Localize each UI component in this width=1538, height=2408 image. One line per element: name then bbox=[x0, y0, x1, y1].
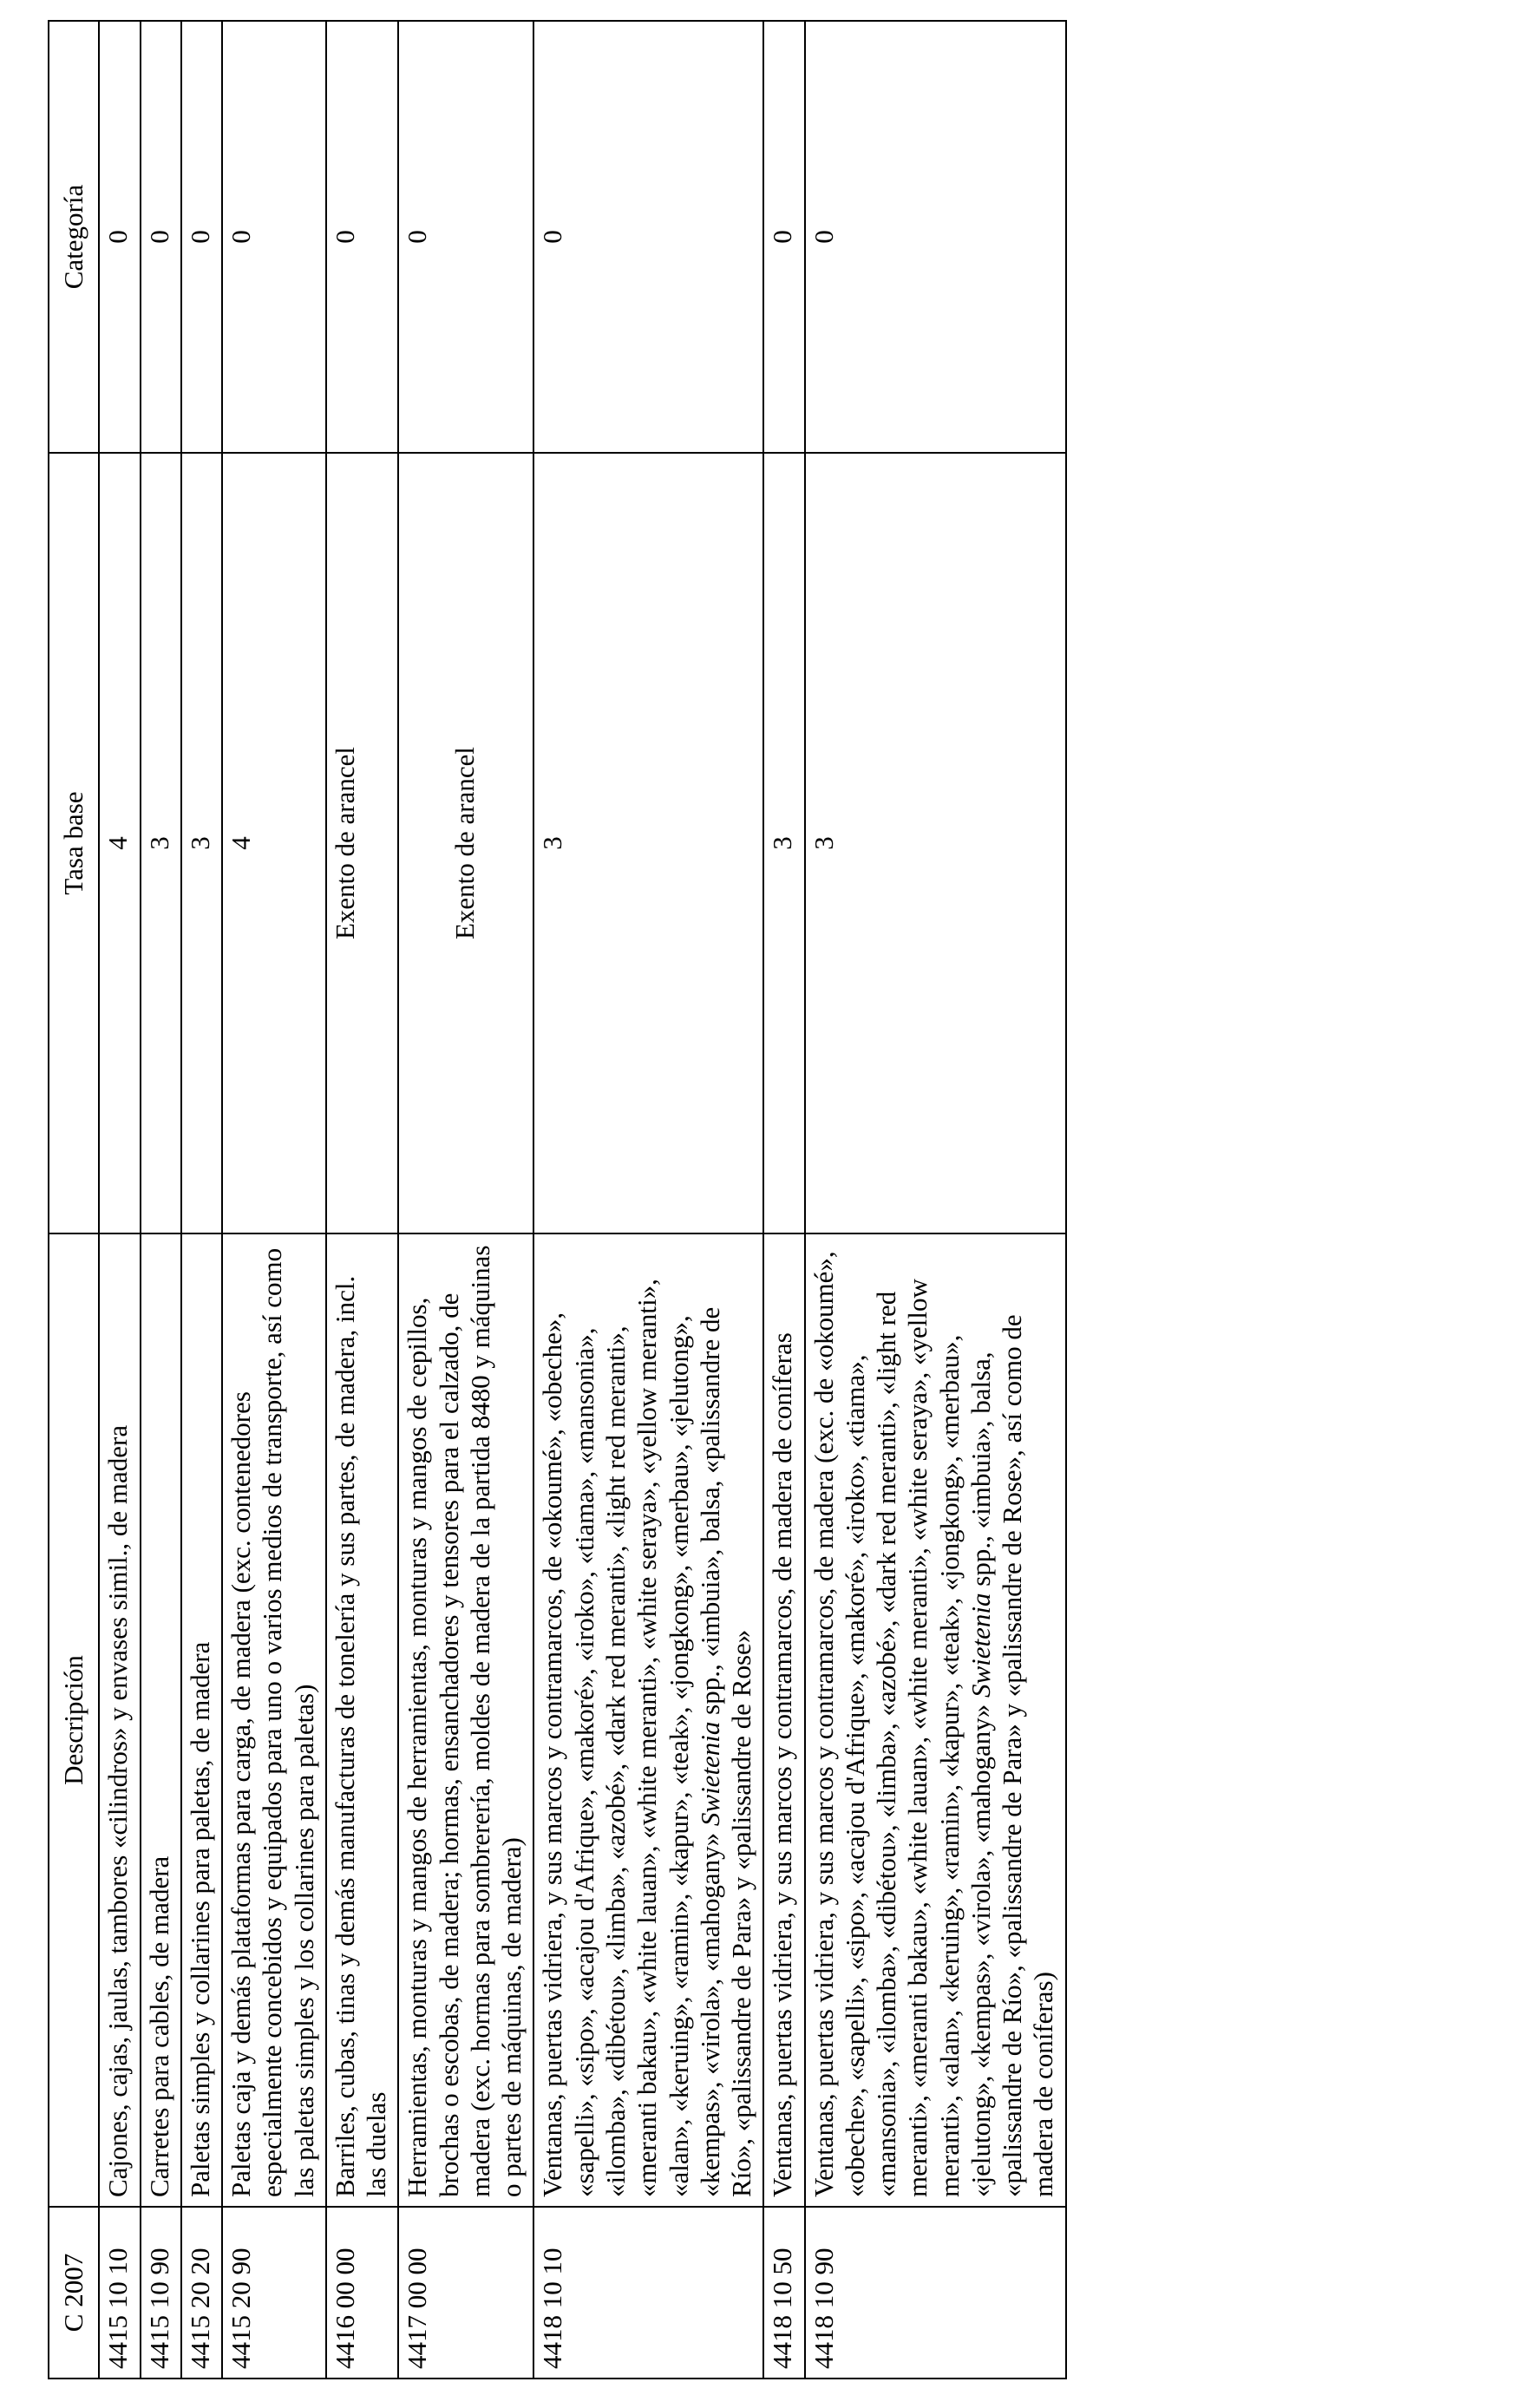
cell-base-rate: 4 bbox=[222, 453, 326, 1233]
cell-code: 4416 00 00 bbox=[326, 2207, 399, 2379]
cell-category: 0 bbox=[533, 21, 763, 453]
header-base-rate: Tasa base bbox=[49, 453, 99, 1233]
rotated-page bbox=[48, 22, 1059, 2379]
header-code: C 2007 bbox=[49, 2207, 99, 2379]
cell-code: 4418 10 90 bbox=[805, 2207, 1066, 2379]
cell-code: 4415 10 10 bbox=[99, 2207, 140, 2379]
cell-code: 4415 10 90 bbox=[141, 2207, 181, 2379]
description-after-italic: spp., «imbuia», balsa, «palissandre de Río», «palissandre de Para» y «palissandre de Rose» bbox=[694, 1306, 757, 2197]
description-after-italic: spp., «imbuia», balsa, «palissandre de Río», «palissandre de Para» y «palissandre de Rose», así como de madera de coníferas) bbox=[965, 1314, 1059, 2197]
cell-code: 4418 10 50 bbox=[763, 2207, 804, 2379]
cell-description bbox=[533, 1233, 763, 2207]
table-row bbox=[222, 21, 326, 2379]
cell-code: 4415 20 20 bbox=[181, 2207, 222, 2379]
table-row bbox=[805, 21, 1066, 2379]
table-body bbox=[99, 21, 1065, 2379]
cell-category: 0 bbox=[222, 21, 326, 453]
cell-description: Barriles, cubas, tinas y demás manufacturas de tonelería y sus partes, de madera, incl. las duelas bbox=[326, 1233, 399, 2207]
table-row bbox=[763, 21, 804, 2379]
cell-code: 4415 20 90 bbox=[222, 2207, 326, 2379]
table-row bbox=[326, 21, 399, 2379]
description-text bbox=[537, 1279, 756, 2197]
cell-base-rate: 3 bbox=[181, 453, 222, 1233]
table-row bbox=[398, 21, 533, 2379]
cell-category: 0 bbox=[805, 21, 1066, 453]
cell-category: 0 bbox=[398, 21, 533, 453]
cell-base-rate: 4 bbox=[99, 453, 140, 1233]
table-row bbox=[181, 21, 222, 2379]
description-italic: Swietenia bbox=[694, 1721, 725, 1827]
cell-category: 0 bbox=[99, 21, 140, 453]
cell-description: Ventanas, puertas vidriera, y sus marcos y contramarcos, de madera de coníferas bbox=[763, 1233, 804, 2207]
cell-base-rate: 3 bbox=[763, 453, 804, 1233]
tariff-table bbox=[48, 20, 1067, 2379]
table-row bbox=[99, 21, 140, 2379]
cell-base-rate: Exento de arancel bbox=[398, 453, 533, 1233]
description-before-italic: Ventanas, puertas vidriera, y sus marcos y contramarcos, de «okoumé», «obeche», «sapelli», «sipo», «acajou d'Afrique», «makoré», «iroko», «tiama», «mansonia», «ilomba», «dibétou», «limba», «azobé», «dark red meranti», «light red meranti», «meranti bakau», «white lauan», «white meranti», «white seraya», «yellow meranti», «alan», «keruing», «ramin», «kapur», «teak», «jongkong», «merbau», «jelutong», «kempas», «virola», «mahogany» bbox=[537, 1279, 725, 2197]
cell-base-rate: 3 bbox=[141, 453, 181, 1233]
table-row bbox=[533, 21, 763, 2379]
cell-code: 4417 00 00 bbox=[398, 2207, 533, 2379]
cell-base-rate: 3 bbox=[533, 453, 763, 1233]
cell-description: Paletas simples y collarines para paletas, de madera bbox=[181, 1233, 222, 2207]
header-row bbox=[49, 21, 99, 2379]
cell-base-rate: Exento de arancel bbox=[326, 453, 399, 1233]
description-before-italic: Ventanas, puertas vidriera, y sus marcos y contramarcos, de madera (exc. de «okoumé», «obeche», «sapelli», «sipo», «acajou d'Afrique», «makoré», «iroko», «tiama», «mansonia», «ilomba», «dibétou», «limba», «azobé», «dark red meranti», «light red meranti», «meranti bakau», «white lauan», «white meranti», «white seraya», «yellow meranti», «alan», «keruing», «ramin», «kapur», «teak», «jongkong», «merbau», «jelutong», «kempas», «virola», «mahogany» bbox=[808, 1251, 996, 2197]
cell-description: Herramientas, monturas y mangos de herramientas, monturas y mangos de cepillos, brochas o escobas, de madera; hormas, ensanchadores y tensores para el calzado, de madera (exc. hormas para sombrerería, moldes de madera de la partida 8480 y máquinas o partes de máquinas, de madera) bbox=[398, 1233, 533, 2207]
cell-base-rate: 3 bbox=[805, 453, 1066, 1233]
cell-description: Paletas caja y demás plataformas para carga, de madera (exc. contenedores especialmente concebidos y equipados para uno o varios medios de transporte, así como las paletas simples y los collarines para paletas) bbox=[222, 1233, 326, 2207]
description-italic: Swietenia bbox=[965, 1593, 996, 1698]
cell-description: Carretes para cables, de madera bbox=[141, 1233, 181, 2207]
cell-category: 0 bbox=[326, 21, 399, 453]
cell-category: 0 bbox=[181, 21, 222, 453]
header-description: Descripción bbox=[49, 1233, 99, 2207]
header-category: Categoría bbox=[49, 21, 99, 453]
cell-code: 4418 10 10 bbox=[533, 2207, 763, 2379]
cell-category: 0 bbox=[141, 21, 181, 453]
description-text bbox=[808, 1251, 1059, 2197]
cell-category: 0 bbox=[763, 21, 804, 453]
table-header bbox=[49, 21, 99, 2379]
cell-description: Cajones, cajas, jaulas, tambores «cilindros» y envases simil., de madera bbox=[99, 1233, 140, 2207]
table-row bbox=[141, 21, 181, 2379]
cell-description bbox=[805, 1233, 1066, 2207]
